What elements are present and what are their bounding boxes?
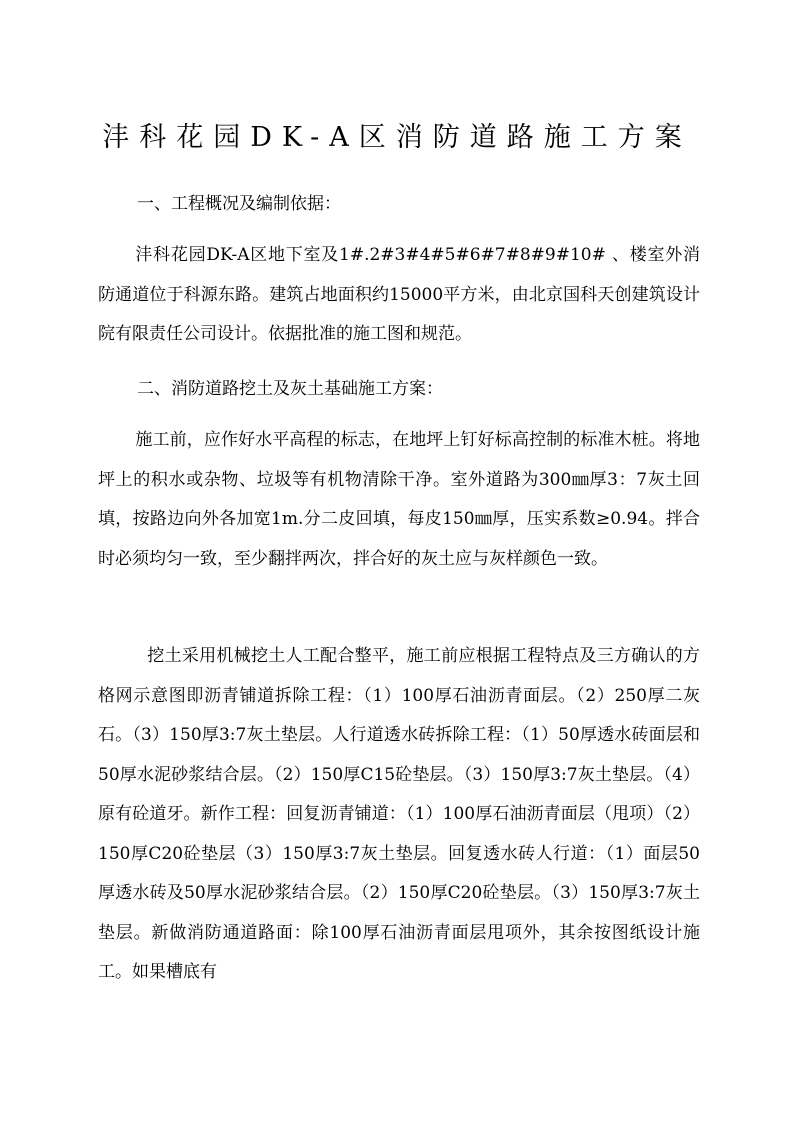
section-heading-overview: 一、工程概况及编制依据： xyxy=(137,194,341,214)
paragraph-excavation-details: 挖土采用机械挖土人工配合整平，施工前应根据工程特点及三方确认的方格网示意图即沥青铺道拆除工程：（1）100厚石油沥青面层。（2）250厚二灰石。（3）150厚3:7灰土垫层。人行道透水砖拆除工程：（1）50厚透水砖面层和50厚水泥砂浆结合层。（2）150厚C15砼垫层。（3）150厚3:7灰土垫层。（4）原有砼道牙。新作工程：回复沥青铺道：（1）100厚石油沥青面层（甩项）（2）150厚C20砼垫层（3）150厚3:7灰土垫层。回复透水砖人行道：（1）面层50厚透水砖及50厚水泥砂浆结合层。（2）150厚C20砼垫层。（3）150厚3:7灰土垫层。新做消防通道路面：除100厚石油沥青面层甩项外，其余按图纸设计施工。如果槽底有 xyxy=(98,646,700,982)
paragraph-preparation: 施工前，应作好水平高程的标志，在地坪上钉好标高控制的标准木桩。将地坪上的积水或杂物、垃圾等有机物清除干净。室外道路为300㎜厚3：7灰土回填，按路边向外各加宽1m.分二皮回填，每皮150㎜厚，压实系数≥0.94。拌合时必须均匀一致，至少翻拌两次，拌合好的灰土应与灰样颜色一致。 xyxy=(98,430,700,569)
section-heading-excavation: 二、消防道路挖土及灰土基础施工方案： xyxy=(137,379,443,399)
paragraph-overview: 沣科花园DK-A区地下室及1#.2#3#4#5#6#7#8#9#10# 、楼室外消防通道位于科源东路。建筑占地面积约15000平方米，由北京国科天创建筑设计院有限责任公司设计。依据批准的施工图和规范。 xyxy=(98,245,700,344)
document-title: 沣科花园DK-A区消防道路施工方案 xyxy=(102,122,692,153)
